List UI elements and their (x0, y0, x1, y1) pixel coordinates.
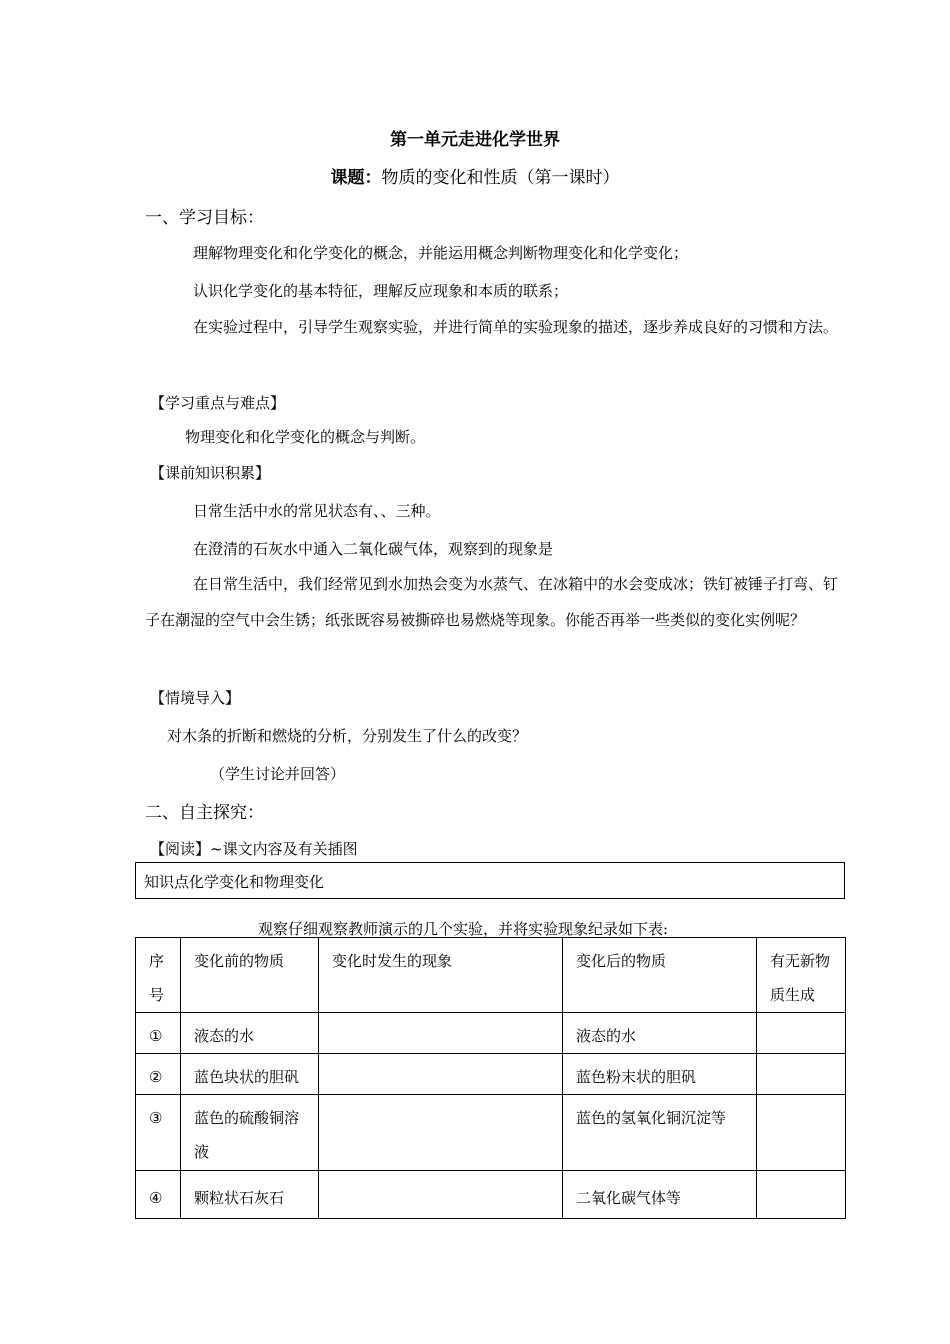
scene-heading: 【情境导入】 (150, 689, 241, 707)
table-row (136, 1054, 846, 1095)
scene-text: 对木条的折断和燃烧的分析，分别发生了什么的改变？ (167, 727, 528, 745)
reading-line: 【阅读】~课文内容及有关插图 (150, 840, 358, 858)
row-index: ① (136, 1013, 181, 1054)
header-during: 变化时发生的现象 (319, 938, 563, 1013)
header-before: 变化前的物质 (181, 938, 319, 1013)
row-new-substance[interactable] (757, 1095, 846, 1171)
row-after: 二氧化碳气体等 (563, 1171, 757, 1219)
subtitle-text: 物质的变化和性质（第一课时） (381, 168, 620, 188)
knowledge-box (135, 862, 845, 899)
pre-heading: 【课前知识积累】 (150, 464, 271, 482)
row-index: ② (136, 1054, 181, 1095)
section2-heading: 二、自主探究： (145, 803, 264, 823)
goal-2: 认识化学变化的基本特征，理解反应现象和本质的联系； (193, 282, 569, 300)
row-after: 液态的水 (563, 1013, 757, 1054)
goal-1: 理解物理变化和化学变化的概念，并能运用概念判断物理变化和化学变化； (193, 244, 689, 262)
row-before: 蓝色的硫酸铜溶液 (181, 1095, 319, 1171)
row-new-substance[interactable] (757, 1013, 846, 1054)
key-text: 物理变化和化学变化的概念与判断。 (185, 428, 426, 446)
row-new-substance[interactable] (757, 1054, 846, 1095)
pre-item-2: 在澄清的石灰水中通入二氧化碳气体，观察到的现象是 (193, 540, 554, 558)
knowledge-box-text: 知识点化学变化和物理变化 (144, 873, 325, 891)
row-during[interactable] (319, 1095, 563, 1171)
row-after: 蓝色的氢氧化铜沉淀等 (563, 1095, 757, 1171)
header-after: 变化后的物质 (563, 938, 757, 1013)
lesson-subtitle (0, 163, 950, 188)
row-index: ④ (136, 1171, 181, 1219)
pre-item-1: 日常生活中水的常见状态有、、三种。 (193, 502, 441, 520)
observe-text: 观察仔细观察教师演示的几个实验，并将实验现象纪录如下表: (258, 920, 669, 938)
scene-note: （学生讨论并回答） (210, 765, 346, 783)
page-title: 第一单元走进化学世界 (390, 130, 560, 150)
table-row (136, 1013, 846, 1054)
experiment-table (135, 937, 846, 1219)
section1-heading: 一、学习目标： (145, 208, 264, 228)
row-during[interactable] (319, 1171, 563, 1219)
row-during[interactable] (319, 1054, 563, 1095)
header-new-substance: 有无新物质生成 (757, 938, 846, 1013)
table-header-row (136, 938, 846, 1013)
subtitle-label: 课题： (330, 168, 382, 188)
row-index: ③ (136, 1095, 181, 1171)
key-heading: 【学习重点与难点】 (150, 394, 286, 412)
row-before: 蓝色块状的胆矾 (181, 1054, 319, 1095)
row-during[interactable] (319, 1013, 563, 1054)
goal-3: 在实验过程中，引导学生观察实验，并进行简单的实验现象的描述，逐步养成良好的习惯和方法。 (193, 318, 839, 336)
row-before: 液态的水 (181, 1013, 319, 1054)
row-before: 颗粒状石灰石 (181, 1171, 319, 1219)
row-new-substance[interactable] (757, 1171, 846, 1219)
table-row (136, 1095, 846, 1171)
pre-item-3: 在日常生活中，我们经常见到水加热会变为水蒸气、在冰箱中的水会变成冰；铁钉被锤子打弯、钉子在潮湿的空气中会生锈；纸张既容易被撕碎也易燃烧等现象。你能否再举一些类似的变化实例呢？ (145, 575, 839, 629)
table-row (136, 1171, 846, 1219)
header-index: 序号 (136, 938, 181, 1013)
row-after: 蓝色粉末状的胆矾 (563, 1054, 757, 1095)
